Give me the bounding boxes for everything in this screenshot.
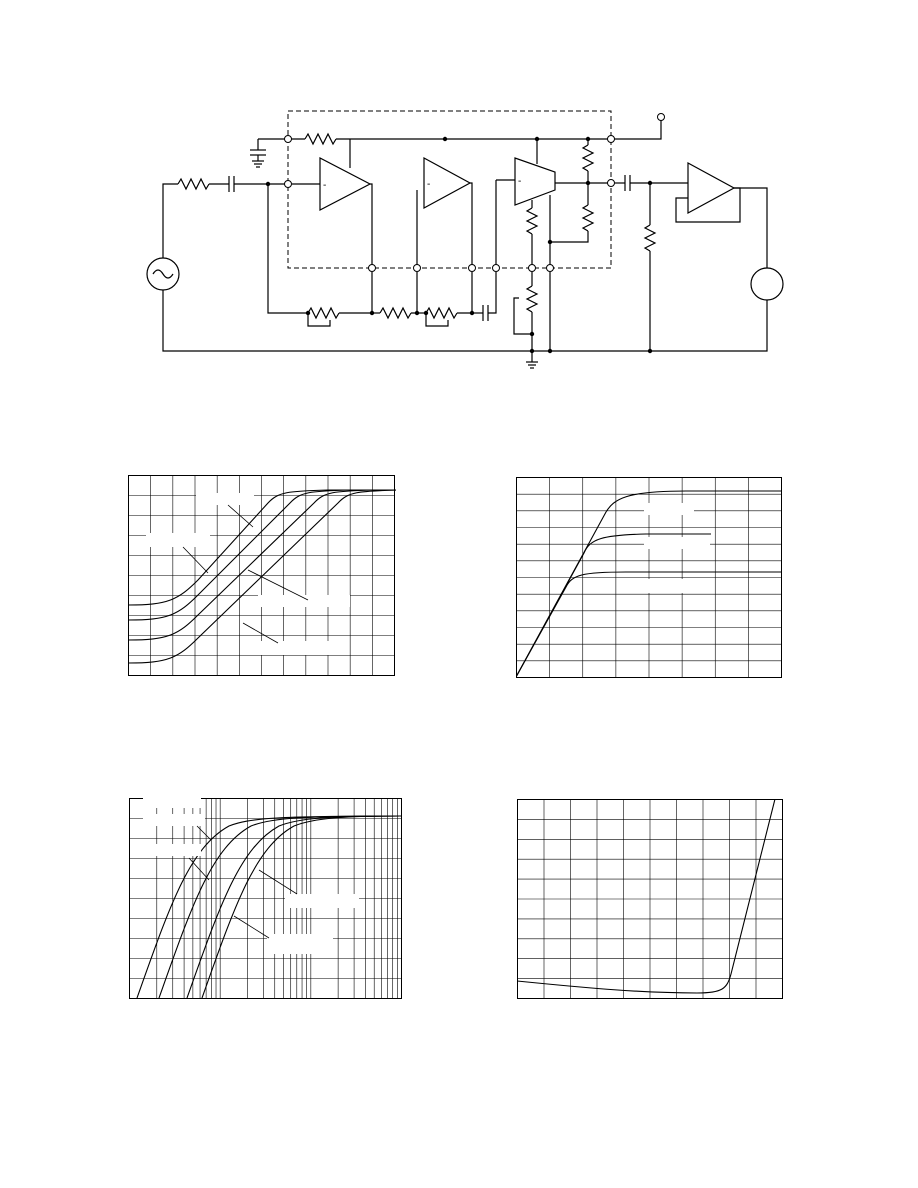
graph-3-curve — [159, 816, 401, 998]
input-resistor — [178, 179, 209, 189]
graph-2-curve — [516, 534, 711, 677]
ic-boundary — [288, 111, 611, 268]
svg-text:-: - — [427, 179, 431, 190]
graph-1 — [128, 475, 396, 678]
svg-text:-: - — [518, 176, 522, 187]
graph-2 — [516, 477, 783, 680]
supply-resistor — [305, 134, 336, 144]
load-meter — [751, 268, 783, 300]
amplifier-2 — [424, 158, 470, 208]
graph-4-curve — [517, 799, 775, 993]
output-buffer — [688, 163, 734, 213]
graph-1-curve — [128, 490, 394, 640]
graph-4 — [517, 799, 784, 1001]
graph-3-curve — [137, 816, 401, 998]
application-circuit-schematic — [0, 0, 918, 400]
amplifier-1 — [320, 158, 370, 210]
vcc-terminal — [658, 114, 665, 121]
graph-1-curve — [128, 490, 394, 605]
svg-text:-: - — [323, 180, 327, 191]
graph-3 — [129, 798, 403, 1001]
graph-1-curve — [128, 490, 396, 663]
